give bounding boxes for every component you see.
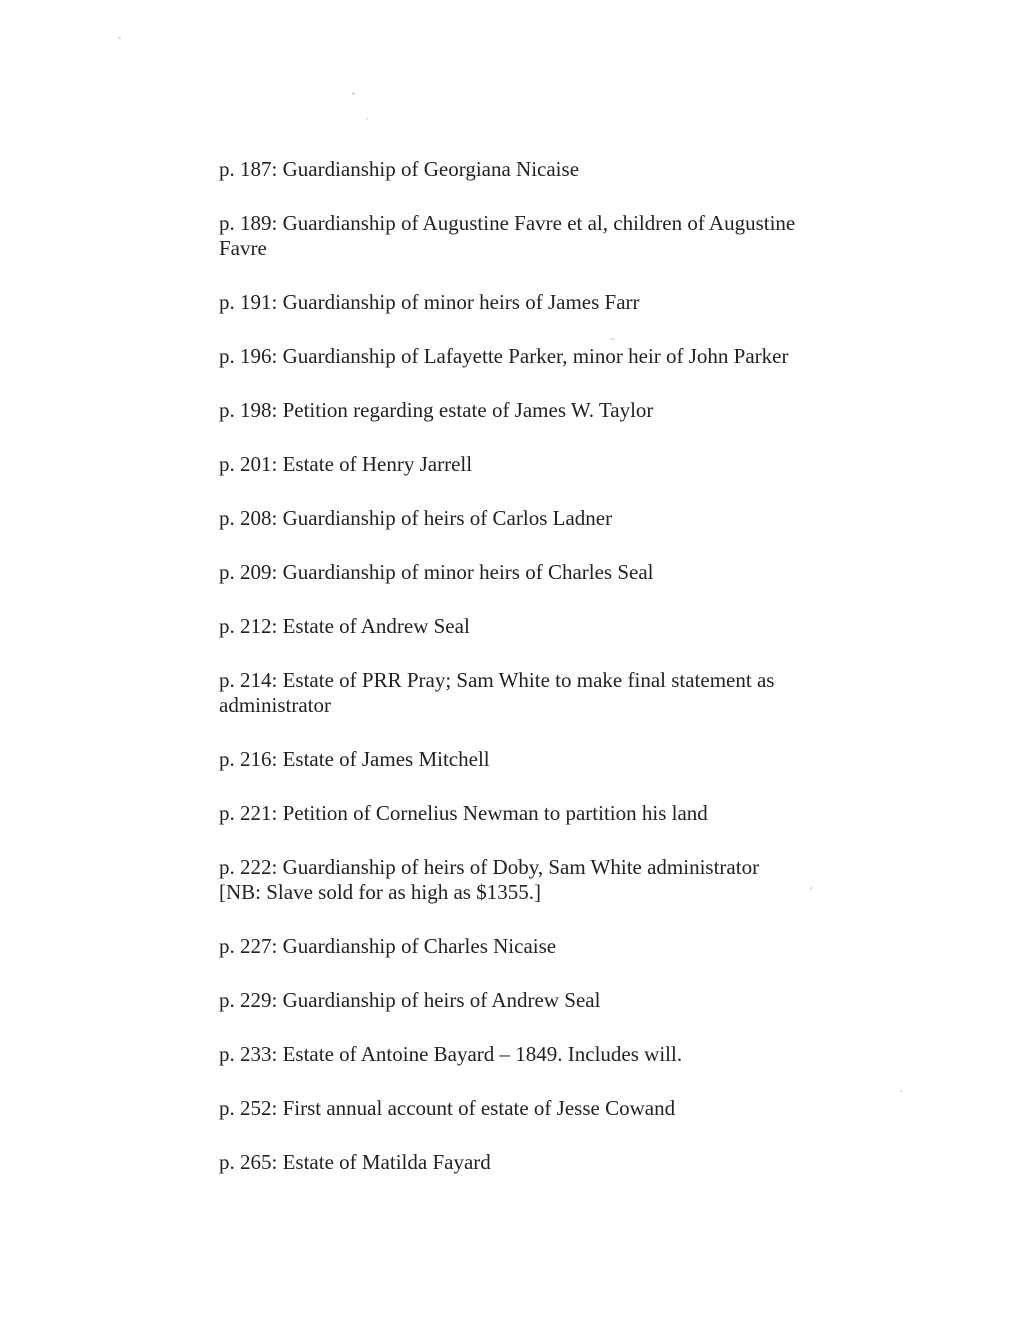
entry-line: administrator (219, 693, 331, 717)
entry-list (219, 157, 899, 1204)
list-item (219, 668, 899, 718)
entry-line: p. 208: Guardianship of heirs of Carlos Ladner (219, 506, 613, 530)
list-item (219, 801, 899, 826)
entry-line: p. 216: Estate of James Mitchell (219, 747, 490, 771)
entry-line: p. 201: Estate of Henry Jarrell (219, 452, 473, 476)
list-item (219, 560, 899, 585)
list-item (219, 211, 899, 261)
entry-line: p. 189: Guardianship of Augustine Favre et al, children of Augustine (219, 211, 796, 235)
list-item (219, 506, 899, 531)
list-item (219, 855, 899, 905)
entry-line: p. 233: Estate of Antoine Bayard – 1849. Includes will. (219, 1042, 683, 1066)
list-item (219, 398, 899, 423)
list-item (219, 344, 899, 369)
list-item (219, 934, 899, 959)
entry-line: p. 221: Petition of Cornelius Newman to partition his land (219, 801, 708, 825)
entry-line: [NB: Slave sold for as high as $1355.] (219, 880, 541, 904)
entry-line: p. 227: Guardianship of Charles Nicaise (219, 934, 557, 958)
list-item (219, 614, 899, 639)
list-item (219, 290, 899, 315)
list-item (219, 988, 899, 1013)
entry-line: p. 187: Guardianship of Georgiana Nicaise (219, 157, 580, 181)
entry-line: p. 214: Estate of PRR Pray; Sam White to make final statement as (219, 668, 775, 692)
list-item (219, 157, 899, 182)
scan-speck (118, 37, 121, 39)
scan-speck (366, 118, 368, 120)
entry-line: p. 229: Guardianship of heirs of Andrew Seal (219, 988, 601, 1012)
list-item (219, 1096, 899, 1121)
entry-line: p. 265: Estate of Matilda Fayard (219, 1150, 491, 1174)
entry-line: p. 196: Guardianship of Lafayette Parker, minor heir of John Parker (219, 344, 789, 368)
entry-line: p. 252: First annual account of estate of Jesse Cowand (219, 1096, 676, 1120)
list-item (219, 1042, 899, 1067)
entry-line: p. 212: Estate of Andrew Seal (219, 614, 470, 638)
entry-line: p. 191: Guardianship of minor heirs of James Farr (219, 290, 640, 314)
list-item (219, 452, 899, 477)
entry-line: p. 209: Guardianship of minor heirs of Charles Seal (219, 560, 654, 584)
scan-speck (900, 1090, 902, 1092)
list-item (219, 747, 899, 772)
list-item (219, 1150, 899, 1175)
scan-speck (352, 92, 355, 95)
entry-line: p. 222: Guardianship of heirs of Doby, Sam White administrator (219, 855, 760, 879)
entry-line: p. 198: Petition regarding estate of James W. Taylor (219, 398, 654, 422)
entry-line: Favre (219, 236, 267, 260)
